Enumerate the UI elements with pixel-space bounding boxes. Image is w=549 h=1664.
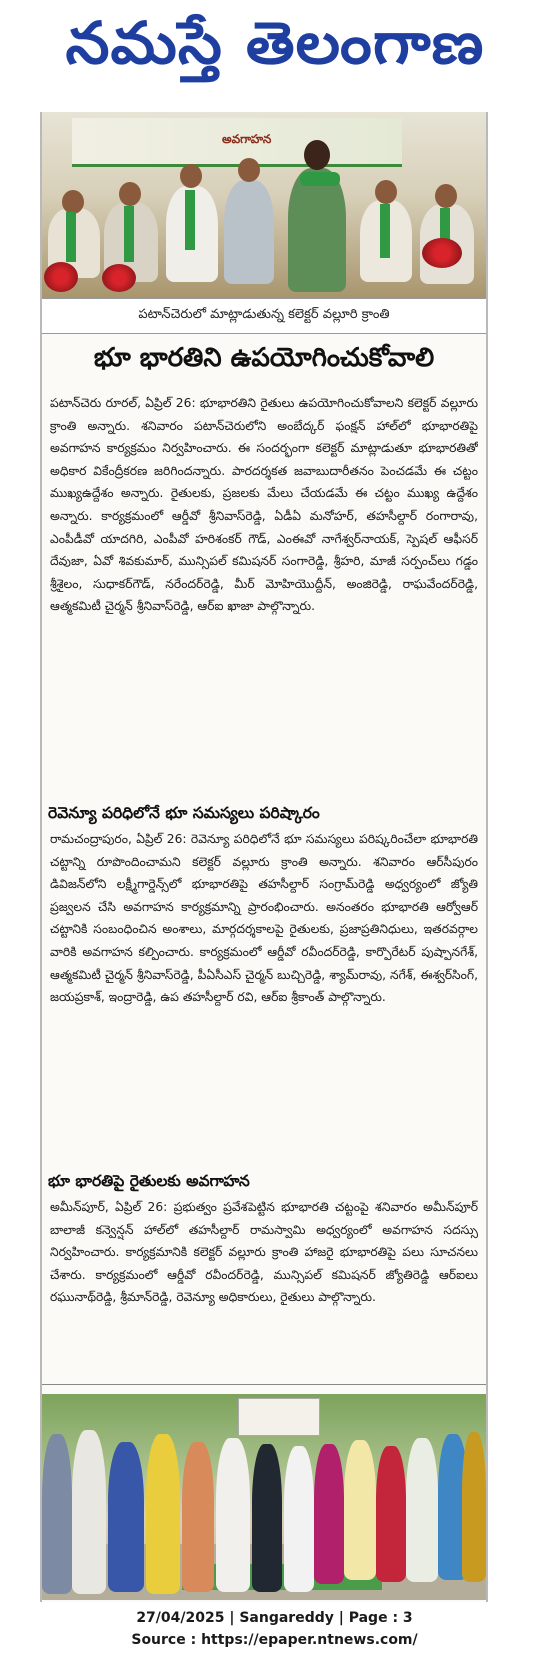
article-headline: భూ భారతిని ఉపయోగించుకోవాలి — [93, 343, 435, 373]
article-body-1: పటాన్‌చెరు రూరల్, ఏప్రిల్ 26: భూభారతిని రైతులు ఉపయోగించుకోవాలని కలెక్టర్ వల్లూరు క్రాంతి అన్నారు. శనివారం పటాన్‌చెరులోని అంబేద్కర్ ఫంక్షన్ హాల్‌లో భూభారతిపై అవగాహన కార్యక్రమం నిర్వహించారు. ఈ సందర్భంగా కలెక్టర్ మాట్లాడుతూ భూభారతితో అధికార వికేంద్రీకరణ జరిగిందన్నారు. పారదర్శకత జవాబుదారీతనం పెంచడమే ఈ చట్టం ముఖ్యఉద్దేశం అన్నారు. రైతులకు, ప్రజలకు మేలు చేయడమే ఈ చట్టం ముఖ్య ఉద్దేశం అన్నారు. కార్యక్రమంలో ఆర్డీవో శ్రీనివాస్‌రెడ్డి, ఏడీఏ మనోహర్, తహసీల్దార్ రంగారావు, ఎంపీడీవో యాదగిరి, ఎంపీవో హరిశంకర్ గౌడ్, ఎంఈవో నాగేశ్వర్‌నాయక్, స్పెషల్ ఆఫీసర్ దేవుజా, ఏవో శివకుమార్, మున్సిపల్ కమిషనర్ సంగారెడ్డి, శ్రీహరి, మాజీ సర్పంచ్‌లు గడ్డం శ్రీశైలం, సుధాకర్‌గౌడ్, నరేందర్‌రెడ్డి, మీర్ మోహియొద్దీన్, అంజిరెడ్డి, రాఘవేందర్‌రెడ్డి, ఆత్మకమిటీ చైర్మన్ శ్రీనివాస్‌రెడ్డి, ఆర్ఐ ఖాజా పాల్గొన్నారు. — [50, 396, 478, 614]
banner-text: అవగాహన — [222, 132, 272, 146]
person-head — [375, 180, 397, 204]
flower-bouquet — [44, 262, 78, 292]
green-scarf — [124, 206, 134, 262]
green-scarf — [380, 204, 390, 258]
speaker-figure — [288, 168, 346, 292]
article-body-3: అమీన్‌పూర్, ఏప్రిల్ 26: ప్రభుత్వం ప్రవేశపెట్టిన భూభారతి చట్టంపై శనివారం అమీన్‌పూర్ బాలాజీ కన్వెన్షన్ హాల్‌లో తహసీల్దార్ రామస్వామి అధ్వర్యంలో అవగాహన సదస్సు నిర్వహించారు. కార్యక్రమానికి కలెక్టర్ వల్లూరు క్రాంతి హాజరై భూభారతిపై పలు సూచనలు చేశారు. కార్యక్రమంలో ఆర్డీవో రవీందర్‌రెడ్డి, మున్సిపల్ కమిషనర్ జ్యోతిరెడ్డి ఆర్ఐలు రఘునాథ్‌రెడ్డి, శ్రీమాన్‌రెడ్డి, రెవెన్యూ అధికారులు, రైతులు పాల్గొన్నారు. — [50, 1200, 478, 1305]
person-figure — [406, 1438, 438, 1582]
newspaper-logo: నమస్తే తెలంగాణ — [64, 8, 485, 77]
section-subhead-3: భూ భారతిపై రైతులకు అవగాహన — [48, 1172, 250, 1190]
section-subhead-2: రెవెన్యూ పరిధిలోనే భూ సమస్యలు పరిష్కారం — [48, 804, 320, 822]
person-figure — [462, 1432, 486, 1582]
person-figure — [146, 1434, 180, 1594]
footer-source-line: Source : https://epaper.ntnews.com/ — [131, 1632, 418, 1648]
person-figure — [72, 1430, 106, 1594]
event-photo-bottom — [42, 1394, 486, 1600]
green-scarf — [66, 212, 76, 262]
person-head — [238, 158, 260, 182]
person-figure — [376, 1446, 406, 1582]
event-photo-top — [42, 112, 486, 298]
flower-bouquet — [102, 264, 136, 292]
event-banner — [72, 118, 402, 167]
photo-caption: పటాన్‌చెరులో మాట్లాడుతున్న కలెక్టర్ వల్లూరి క్రాంతి — [42, 298, 486, 334]
flower-bouquet — [422, 238, 462, 268]
person-figure — [42, 1434, 72, 1594]
person-head — [62, 190, 84, 214]
footer-date-line: 27/04/2025 | Sangareddy | Page : 3 — [136, 1610, 413, 1626]
person-figure — [284, 1446, 314, 1592]
person-head — [435, 184, 457, 208]
person-figure — [182, 1442, 214, 1592]
banner-board — [238, 1398, 320, 1436]
person-figure — [216, 1438, 250, 1592]
green-scarf — [185, 190, 195, 250]
person-figure — [344, 1440, 376, 1580]
divider — [42, 1384, 486, 1385]
article-body-2: రామచంద్రాపురం, ఏప్రిల్ 26: రెవెన్యూ పరిధిలోనే భూ సమస్యలు పరిష్కరించేలా భూభారతి చట్టాన్ని రూపొందించామని కలెక్టర్ వల్లూరు క్రాంతి అన్నారు. శనివారం ఆర్‌సీపురం డివిజన్‌లోని లక్ష్మీగార్డెన్స్‌లో భూభారతిపై తహసీల్దార్ సంగ్రామ్‌రెడ్డి అధ్వర్యంలో జ్యోతి ప్రజ్వలన చేసి అవగాహన కార్యక్రమాన్ని ప్రారంభించారు. అనంతరం భూభారతి ఆర్వోఆర్ చట్టానికి సంబంధించిన అంశాలు, మార్గదర్శకాలపై రైతులకు, ప్రజాప్రతినిధులు, ఇతరవర్గాల వారికి అవగాహన కల్పించారు. కార్యక్రమంలో ఆర్డీవో రవీందర్‌రెడ్డి, కార్పొరేటర్ పుష్పానగేశ్, ఆత్మకమిటీ చైర్మన్ శ్రీనివాస్‌రెడ్డి, పీఏసీఎస్ చైర్మన్ బుచ్చిరెడ్డి, శ్యామ్‌రావు, నగేశ్, ఈశ్వర్‌సింగ్, జయప్రకాశ్, ఇంద్రారెడ్డి, ఉప తహసీల్దార్ రవి, ఆర్ఐ శ్రీకాంత్ పాల్గొన్నారు. — [50, 832, 478, 1005]
person-head — [180, 164, 202, 188]
person-head — [119, 182, 141, 206]
person-figure — [108, 1442, 144, 1592]
person-figure — [252, 1444, 282, 1592]
green-scarf — [300, 172, 340, 186]
masthead — [0, 0, 549, 100]
speaker-head — [304, 140, 330, 170]
article-clipping — [40, 112, 488, 1602]
person-figure — [224, 180, 274, 284]
person-figure — [314, 1444, 344, 1584]
